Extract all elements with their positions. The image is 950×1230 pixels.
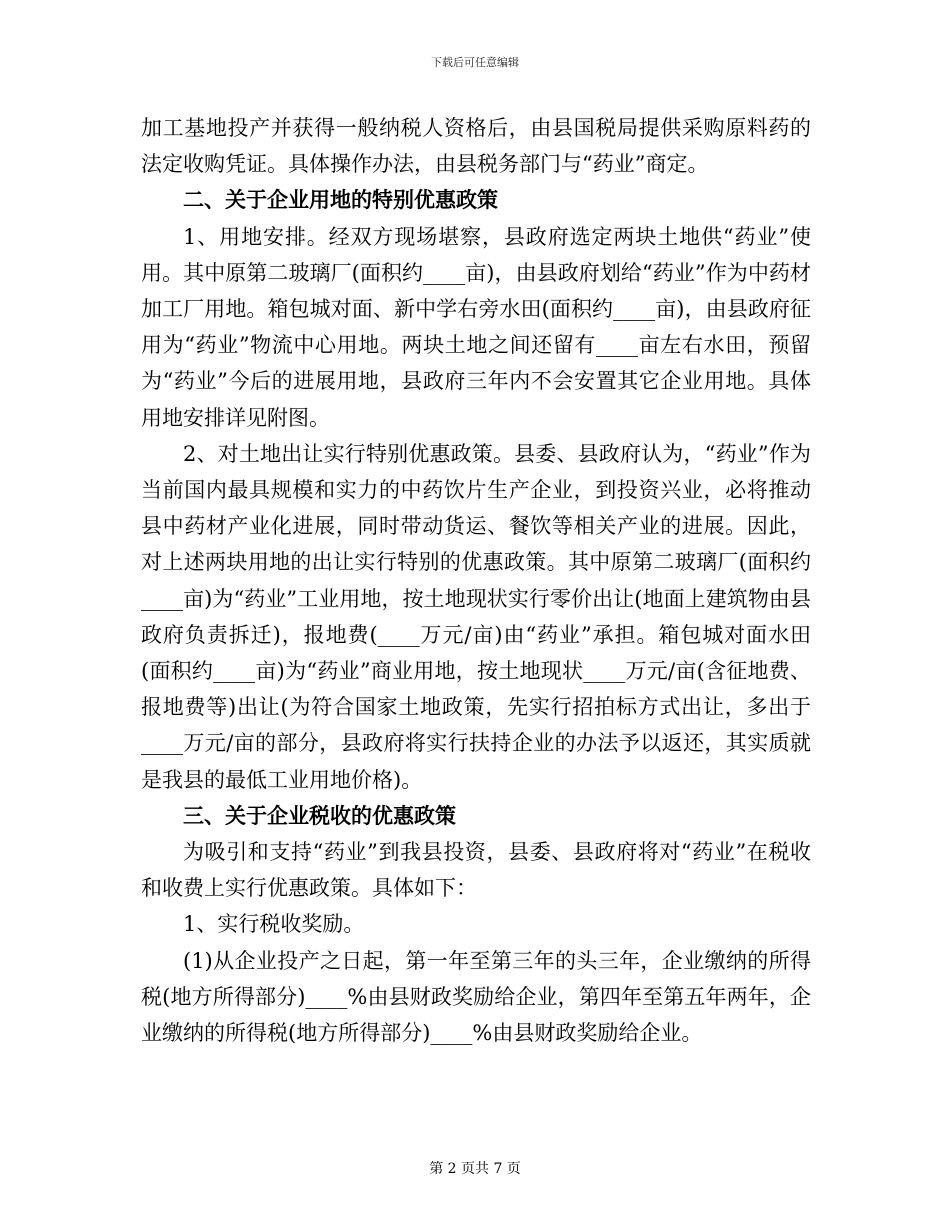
section-heading: 三、关于企业税收的优惠政策 <box>183 802 456 828</box>
section-heading: 二、关于企业用地的特别优惠政策 <box>183 187 498 213</box>
paragraph: 加工基地投产并获得一般纳税人资格后，由县国税局提供采购原料药的法定收购凭证。具体操作办法，由县税务部门与“药业”商定。 <box>141 116 811 177</box>
page-footer: 第 2 页共 7 页 <box>429 1161 521 1177</box>
page-header: 下载后可任意编辑 <box>431 56 519 69</box>
paragraph: 1、用地安排。经双方现场堪察，县政府选定两块土地供“药业”使用。其中原第二玻璃厂(面积约____亩)，由县政府划给“药业”作为中药材加工厂用地。箱包城对面、新中学右旁水田(面积约____亩)，由县政府征用为“药业”物流中心用地。两块土地之间还留有____亩左右水田，预留为“药业”今后的进展用地，县政府三年内不会安置其它企业用地。具体用地安排详见附图。 <box>141 224 811 430</box>
paragraph: (1)从企业投产之日起，第一年至第三年的头三年，企业缴纳的所得税(地方所得部分)____%由县财政奖励给企业，第四年至第五年两年，企业缴纳的所得税(地方所得部分)____%由县财政奖励给企业。 <box>141 948 811 1046</box>
paragraph: 1、实行税收奖励。 <box>183 912 365 937</box>
document-body <box>141 110 811 1051</box>
paragraph: 2、对土地出让实行特别优惠政策。县委、县政府认为，“药业”作为当前国内最具规模和实力的中药饮片生产企业，到投资兴业，必将推动县中药材产业化进展，同时带动货运、餐饮等相关产业的进展。因此，对上述两块用地的出让实行特别的优惠政策。其中原第二玻璃厂(面积约____亩)为“药业”工业用地，按土地现状实行零价出让(地面上建筑物由县政府负责拆迁)，报地费(____万元/亩)由“药业”承担。箱包城对面水田(面积约____亩)为“药业”商业用地，按土地现状____万元/亩(含征地费、报地费等)出让(为符合国家土地政策，先实行招拍标方式出让，多出于____万元/亩的部分，县政府将实行扶持企业的办法予以返还，其实质就是我县的最低工业用地价格)。 <box>141 441 811 792</box>
paragraph: 为吸引和支持“药业”到我县投资，县委、县政府将对“药业”在税收和收费上实行优惠政策。具体如下： <box>141 840 811 901</box>
